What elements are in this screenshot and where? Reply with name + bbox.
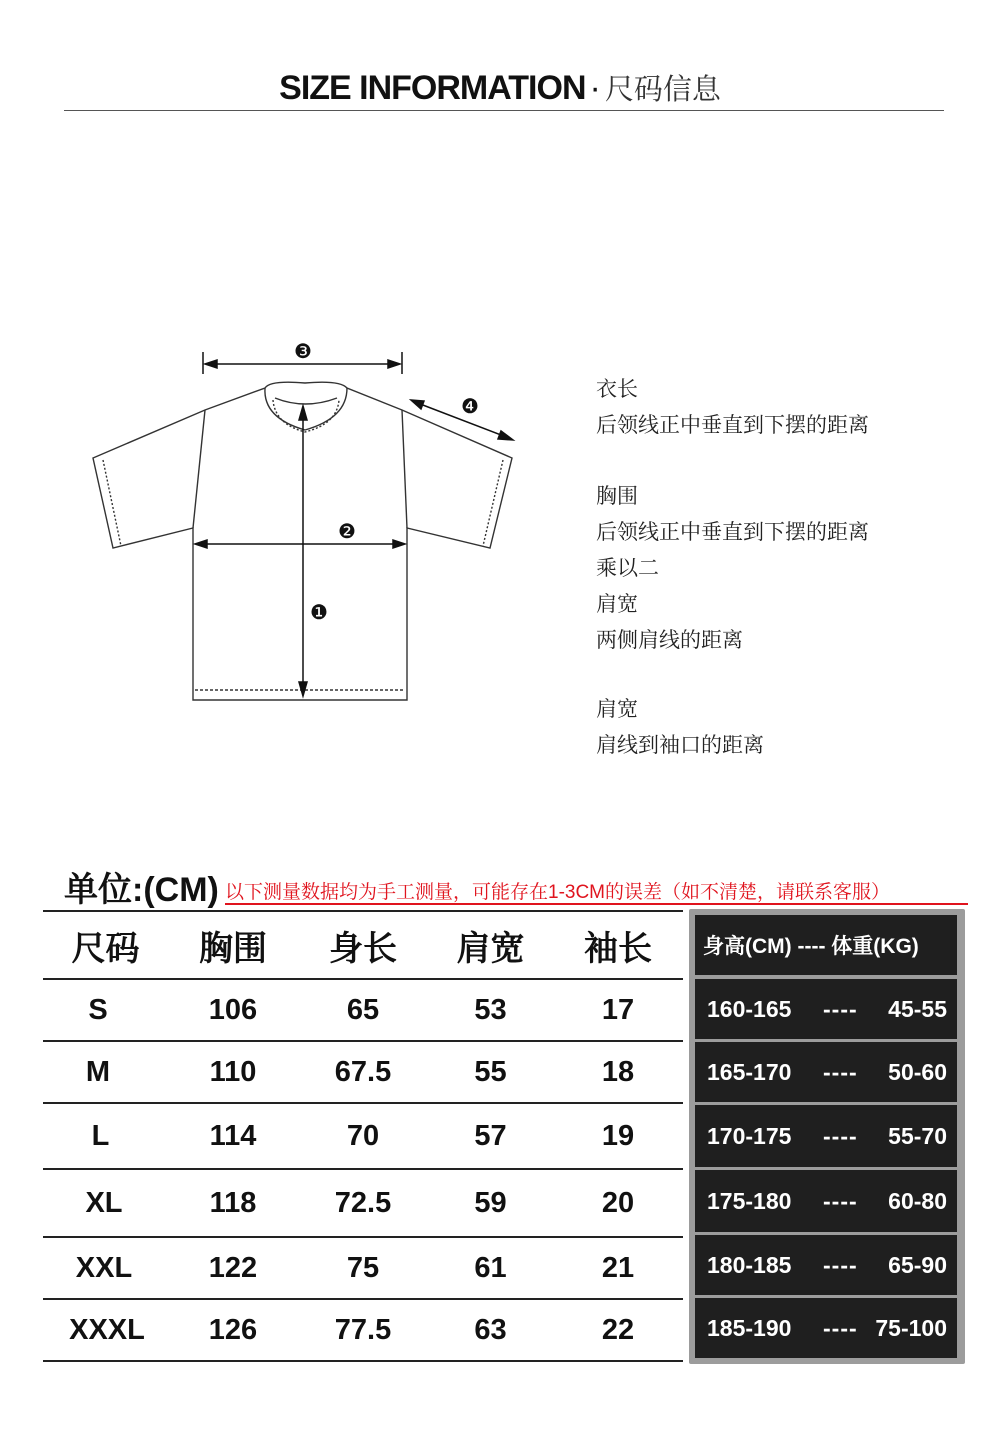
marker-2: ❷ [338,519,356,543]
height-range: 185-190 [707,1314,792,1341]
cell-sleeve: 17 [601,993,635,1026]
description-line: 肩宽 [596,593,638,616]
marker-1: ❶ [310,600,328,624]
cell-shoulder: 61 [474,1251,507,1284]
tshirt-measurement-diagram [85,340,525,710]
description-line: 肩线到袖口的距离 [596,734,764,757]
cell-sleeve: 22 [601,1313,635,1346]
arrowhead-left [205,360,217,368]
cell-shoulder: 53 [474,993,507,1026]
header-divider [64,110,944,111]
cell-length: 75 [346,1251,380,1284]
cell-length: 72.5 [334,1186,392,1219]
cell-length: 67.5 [334,1055,392,1088]
height-range: 175-180 [707,1187,792,1214]
cell-sleeve: 19 [601,1119,635,1152]
height-weight-row [695,979,957,1039]
cell-chest: 126 [208,1313,258,1346]
cell-shoulder: 63 [474,1313,507,1346]
cell-length: 70 [346,1119,380,1152]
cell-size: M [85,1055,111,1088]
height-weight-panel [689,909,965,1364]
description-block-length [596,372,869,444]
note-underline [225,903,968,905]
arrowhead-chest-right [393,540,405,548]
range-dash: ---- [823,1314,858,1341]
description-line: 乘以二 [596,557,659,580]
cell-length: 77.5 [334,1313,392,1346]
weight-range: 65-90 [888,1251,947,1278]
height-weight-row [695,1170,957,1232]
header-sleeve: 袖长 [584,929,652,968]
measurement-note: 以下测量数据均为手工测量，可能存在1-3CM的误差（如不清楚，请联系客服） [225,882,891,903]
unit-label: 单位:(CM) [64,871,219,909]
cell-sleeve: 18 [601,1055,635,1088]
page-title-en: SIZE INFORMATION [279,69,586,107]
height-weight-row [695,1235,957,1295]
cell-sleeve: 20 [601,1186,635,1219]
height-range: 160-165 [707,995,792,1022]
cell-size: XXL [75,1251,133,1284]
weight-range: 50-60 [888,1058,947,1085]
arrowhead-right [388,360,400,368]
page-title-cn: 尺码信息 [604,74,721,106]
range-dash: ---- [823,995,858,1022]
range-dash: ---- [823,1251,858,1278]
height-range: 165-170 [707,1058,792,1085]
table-row [43,1170,683,1238]
description-line: 肩宽 [596,698,638,721]
description-block-sleeve [596,692,764,764]
table-row [43,1238,683,1300]
header-length: 身长 [329,929,397,968]
table-row [43,1042,683,1104]
height-weight-row [695,1298,957,1358]
marker-4: ❹ [461,394,479,418]
arrowhead-length-bottom [299,682,307,696]
weight-range: 45-55 [888,995,947,1022]
cell-chest: 114 [209,1119,257,1152]
range-dash: ---- [823,1058,858,1085]
description-block-chest [596,479,869,659]
cell-shoulder: 57 [474,1119,507,1152]
weight-range: 75-100 [875,1314,947,1341]
range-dash: ---- [823,1187,858,1214]
arrowhead-sleeve-start [411,400,424,409]
header-chest: 胸围 [199,929,267,968]
cell-chest: 110 [209,1055,257,1088]
cell-size: XL [85,1186,123,1219]
cell-size: L [91,1119,110,1152]
description-line: 后领线正中垂直到下摆的距离 [596,414,869,437]
page-title-separator: · [589,69,601,107]
cell-shoulder: 55 [474,1055,507,1088]
table-row [43,1104,683,1170]
range-dash: ---- [823,1122,858,1149]
marker-3: ❸ [294,340,312,363]
cell-chest: 122 [208,1251,258,1284]
description-line: 两侧肩线的距离 [596,629,743,652]
description-line: 胸围 [596,485,638,508]
height-range: 180-185 [707,1251,792,1278]
table-row [43,980,683,1042]
cell-shoulder: 59 [474,1186,507,1219]
height-weight-row [695,1105,957,1167]
cell-length: 65 [346,993,380,1026]
height-range: 170-175 [707,1122,792,1149]
table-header-row [43,912,683,980]
cell-sleeve: 21 [601,1251,635,1284]
cell-size: S [88,993,108,1026]
cell-size: XXXL [69,1313,145,1346]
description-line: 衣长 [596,378,638,401]
table-row [43,1300,683,1362]
weight-range: 55-70 [888,1122,947,1149]
arrowhead-length-top [299,406,307,420]
page-title [0,68,1000,110]
cell-chest: 106 [208,993,258,1026]
description-line: 后领线正中垂直到下摆的距离 [596,521,869,544]
header-size: 尺码 [71,929,140,968]
arrowhead-chest-left [195,540,207,548]
header-shoulder: 肩宽 [456,929,525,968]
height-weight-row [695,1042,957,1102]
weight-range: 60-80 [888,1187,947,1214]
cell-chest: 118 [209,1186,257,1219]
height-weight-header: 身高(CM) ---- 体重(KG) [695,915,957,975]
arrowhead-sleeve-end [498,431,513,440]
